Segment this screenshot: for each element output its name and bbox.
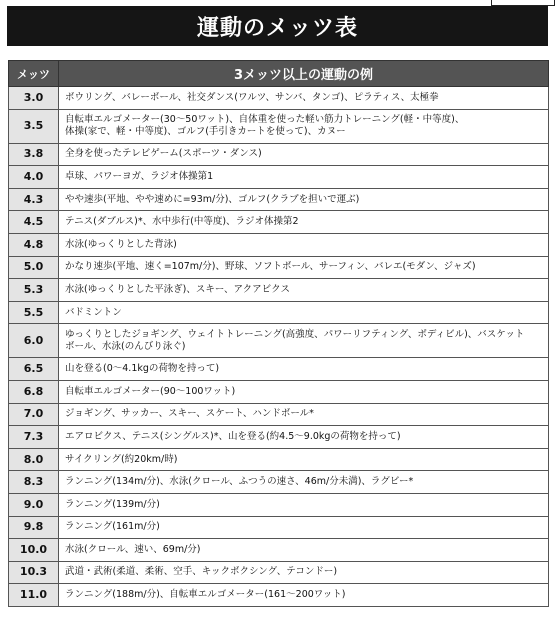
activity-examples [59,233,549,256]
mets-value: 9.8 [9,516,59,539]
activity-line: 武道・武術(柔道、柔術、空手、キックボクシング、テコンドー) [65,566,338,578]
activity-examples [59,166,549,189]
activity-line: 水泳(ゆっくりとした平泳ぎ)、スキー、アクアビクス [65,283,291,295]
activity-line: ランニング(134m/分)、水泳(クロール、ふつうの速さ、46m/分未満)、ラグビー* [65,476,414,488]
mets-value: 4.8 [9,233,59,256]
activity-examples [59,109,549,143]
mets-value: 6.8 [9,380,59,403]
page-title: 運動のメッツ表 [7,6,548,46]
activity-examples [59,301,549,324]
table-row [9,358,549,381]
table-row [9,516,549,539]
activity-examples [59,87,549,110]
activity-line: 卓球、パワーヨガ、ラジオ体操第1 [65,170,214,182]
activity-examples [59,448,549,471]
table-row [9,143,549,166]
table-row [9,539,549,562]
mets-value: 4.0 [9,166,59,189]
header-mets: メッツ [9,61,59,87]
activity-examples [59,471,549,494]
activity-line: 水泳(ゆっくりとした背泳) [65,238,177,250]
activity-line: ランニング(139m/分) [65,498,160,510]
activity-examples [59,426,549,449]
header-examples: 3メッツ以上の運動の例 [59,61,549,87]
mets-value: 3.0 [9,87,59,110]
table-body [9,87,549,607]
mets-value: 5.0 [9,256,59,279]
activity-line: テニス(ダブルス)*、水中歩行(中等度)、ラジオ体操第2 [65,216,299,228]
table-row [9,403,549,426]
mets-value: 9.0 [9,493,59,516]
activity-examples [59,584,549,607]
mets-value: 10.0 [9,539,59,562]
activity-examples [59,539,549,562]
activity-line: ボウリング、バレーボール、社交ダンス(ワルツ、サンバ、タンゴ)、ピラティス、太極拳 [65,91,439,103]
table-row [9,471,549,494]
activity-examples [59,380,549,403]
activity-line: サイクリング(約20km/時) [65,453,178,465]
table-row [9,448,549,471]
table-header-row [9,61,549,87]
mets-table [8,60,549,607]
table-row [9,256,549,279]
activity-examples [59,279,549,302]
table-row [9,109,549,143]
activity-line: ランニング(188m/分)、自転車エルゴメーター(161〜200ワット) [65,589,346,601]
activity-line: 自転車エルゴメーター(30〜50ワット)、自体重を使った軽い筋力トレーニング(軽・中等度)、 [65,114,465,126]
table-row [9,584,549,607]
activity-line: かなり速歩(平地、速く=107m/分)、野球、ソフトボール、サーフィン、バレエ(モダン、ジャズ) [65,261,476,273]
table-row [9,301,549,324]
activity-line: ジョギング、サッカー、スキー、スケート、ハンドボール* [65,408,314,420]
mets-value: 6.5 [9,358,59,381]
activity-line: ゆっくりとしたジョギング、ウェイトトレーニング(高強度、パワーリフティング、ボディビル)、バスケット [65,328,525,340]
activity-examples [59,561,549,584]
table-row [9,493,549,516]
activity-examples [59,256,549,279]
table-row [9,87,549,110]
activity-line: 自転車エルゴメーター(90〜100ワット) [65,385,236,397]
activity-examples [59,188,549,211]
activity-examples [59,493,549,516]
mets-value: 10.3 [9,561,59,584]
mets-value: 6.0 [9,324,59,358]
activity-examples [59,324,549,358]
mets-value: 7.3 [9,426,59,449]
mets-value: 4.5 [9,211,59,234]
activity-line: ランニング(161m/分) [65,521,160,533]
activity-examples [59,403,549,426]
table-row [9,426,549,449]
activity-examples [59,143,549,166]
mets-value: 5.5 [9,301,59,324]
mets-value: 7.0 [9,403,59,426]
activity-line: エアロビクス、テニス(シングルス)*、山を登る(約4.5〜9.0kgの荷物を持って) [65,430,401,442]
table-row [9,279,549,302]
mets-value: 3.8 [9,143,59,166]
table-row [9,324,549,358]
table-row [9,380,549,403]
activity-line: 水泳(クロール、速い、69m/分) [65,543,201,555]
table-row [9,211,549,234]
activity-line: 山を登る(0〜4.1kgの荷物を持って) [65,363,220,375]
activity-line: ボール、水泳(のんびり泳ぐ) [65,340,186,352]
table-row [9,561,549,584]
table-row [9,233,549,256]
mets-value: 4.3 [9,188,59,211]
activity-line: 全身を使ったテレビゲーム(スポーツ・ダンス) [65,148,262,160]
mets-value: 11.0 [9,584,59,607]
activity-line: やや速歩(平地、やや速めに=93m/分)、ゴルフ(クラブを担いで運ぶ) [65,193,360,205]
table-row [9,166,549,189]
mets-value: 8.0 [9,448,59,471]
mets-value: 8.3 [9,471,59,494]
table-row [9,188,549,211]
mets-value: 3.5 [9,109,59,143]
activity-line: 体操(家で、軽・中等度)、ゴルフ(手引きカートを使って)、カヌー [65,126,346,138]
mets-value: 5.3 [9,279,59,302]
activity-examples [59,358,549,381]
activity-examples [59,516,549,539]
activity-line: バドミントン [65,306,122,318]
activity-examples [59,211,549,234]
